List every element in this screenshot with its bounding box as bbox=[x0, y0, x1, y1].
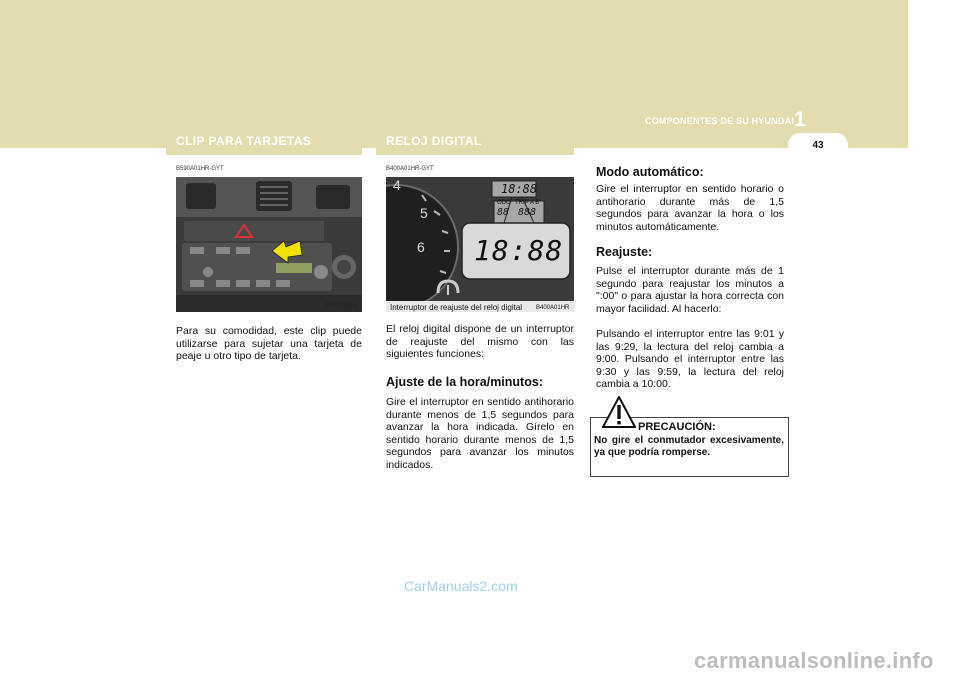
odo-label: ODO bbox=[497, 200, 511, 206]
caution-text: No gire el conmutador excesivamente, ya que podría romperse. bbox=[594, 435, 784, 458]
section-title-clip: CLIP PARA TARJETAS bbox=[166, 129, 362, 155]
subhead-time-adjust: Ajuste de la hora/minutos: bbox=[386, 375, 543, 389]
gauge-mark-5: 5 bbox=[420, 205, 428, 221]
section-code-clock: B400A01HR-GYT bbox=[386, 166, 434, 172]
figure-code-clip: OHR028104 bbox=[324, 303, 358, 309]
chapter-title: COMPONENTES DE SU HYUNDAI bbox=[645, 116, 795, 126]
caution-title: PRECAUCIÓN: bbox=[638, 421, 716, 433]
figure-code-clock: B400A01HR bbox=[536, 305, 570, 311]
clock-display-large: 18:88 bbox=[474, 234, 564, 267]
watermark-carmanuals[interactable]: CarManuals2.com bbox=[404, 578, 518, 594]
clock-display-small: 18:88 bbox=[501, 182, 538, 196]
figure-caption-clock: Interruptor de reajuste del reloj digital bbox=[390, 303, 523, 312]
odo-digits: 88 bbox=[497, 207, 510, 218]
card-clip-figure bbox=[176, 177, 362, 312]
watermark-carmanualsonline: carmanualsonline.info bbox=[694, 648, 934, 673]
section-code-clip: B590A01HR-GYT bbox=[176, 166, 224, 172]
subhead-auto-mode: Modo automático: bbox=[596, 165, 704, 179]
digital-clock-figure bbox=[386, 177, 574, 312]
clock-intro: El reloj digital dispone de un interruptor de reajuste del mismo con las siguientes funciones: bbox=[386, 323, 574, 360]
time-adjust-paragraph: Gire el interruptor en sentido antihorario durante menos de 1,5 segundos para avanzar la hora indicada. Gírelo en sentido horario durante menos de 1,5 segundos para avanzar los minutos indicados. bbox=[386, 396, 574, 471]
auto-mode-paragraph: Gire el interruptor en sentido horario o antihorario durante más de 1,5 segundos para avanzar la hora o los minutos automáticamente. bbox=[596, 183, 784, 233]
gauge-mark-6: 6 bbox=[417, 239, 425, 255]
page-number: 43 bbox=[812, 140, 824, 151]
trip-digits: 888 bbox=[518, 207, 537, 218]
dashboard-console-illustration bbox=[176, 177, 362, 312]
subhead-reset: Reajuste: bbox=[596, 245, 653, 259]
clip-paragraph: Para su comodidad, este clip puede utilizarse para sujetar una tarjeta de peaje u otro tipo de tarjeta. bbox=[176, 325, 362, 362]
reset-paragraph-b: Pulsando el interruptor entre las 9:01 y las 9:29, la lectura del reloj cambia a 9:00. Pulsando el interruptor entre las 9:30 y las 9:59, la lectura del reloj cambia a 10:00. bbox=[596, 328, 784, 390]
trip-label: TRIP A B bbox=[515, 200, 540, 206]
gauge-mark-4: 4 bbox=[393, 177, 401, 193]
chapter-number: 1 bbox=[794, 108, 806, 131]
reset-paragraph-a: Pulse el interruptor durante más de 1 segundo para reajustar los minutos a ":00" o para ajustar la hora correcta con mayor facilidad. Al hacerlo: bbox=[596, 265, 784, 315]
warning-icon bbox=[602, 396, 636, 428]
section-title-clock: RELOJ DIGITAL bbox=[376, 129, 574, 155]
